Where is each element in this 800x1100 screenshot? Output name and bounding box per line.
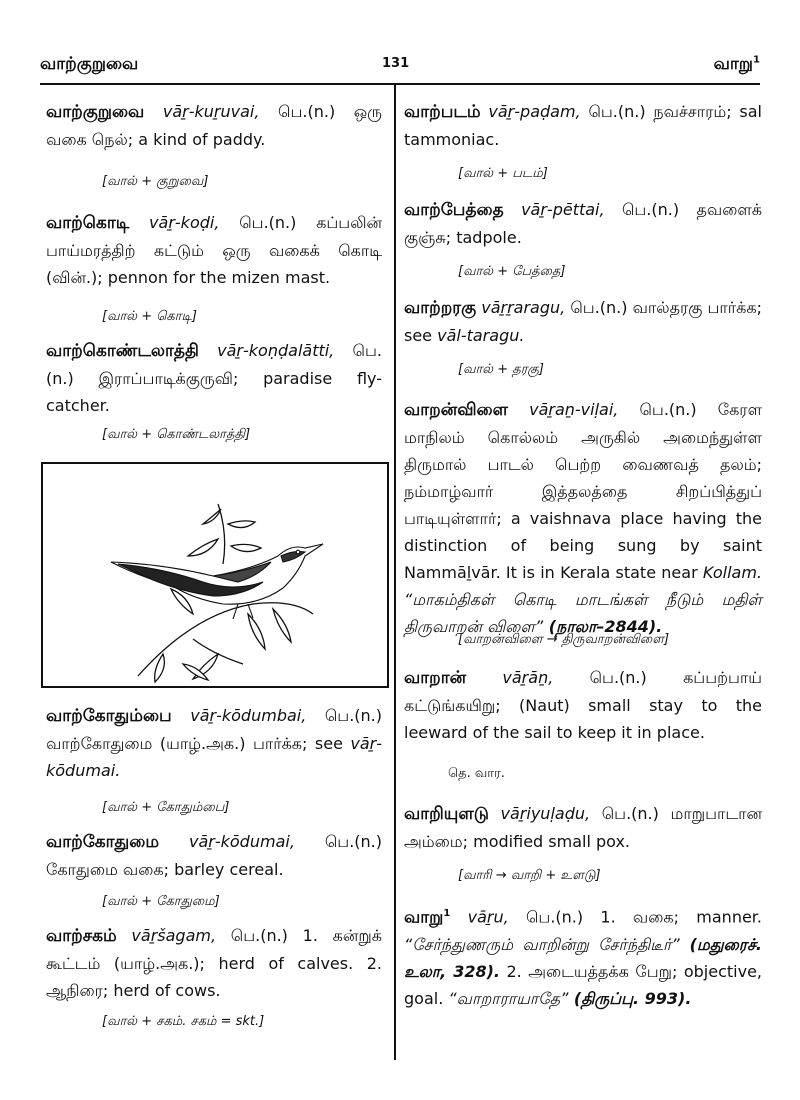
- headword: வாற்சகம்: [46, 926, 117, 946]
- transliteration: vāṟ-kōdumai,: [189, 832, 295, 851]
- entry: [46, 209, 382, 293]
- headword: வாறான்: [404, 668, 467, 688]
- transliteration: vāṟu,: [467, 907, 509, 927]
- headword: வாறன்விளை: [404, 400, 508, 420]
- etymology: [வால் + சகம். சகம் = skt.]: [102, 1014, 265, 1029]
- transliteration: vāṟ-koḍi,: [149, 213, 220, 232]
- entry: [404, 664, 762, 748]
- etymology: தெ. வார.: [448, 766, 505, 781]
- definition: பெ.(n.) தவளைக் குஞ்சு; tadpole.: [404, 200, 763, 247]
- paradise-flycatcher-drawing: [43, 464, 387, 686]
- definition: பெ.(n.) இராப்பாடிக்குருவி; paradise fly-catcher.: [46, 341, 382, 415]
- entry: [46, 922, 382, 1006]
- transliteration: vāṟṟaragu,: [481, 298, 566, 317]
- definition: பெ.(n.) கோதுமை வகை; barley cereal.: [46, 832, 382, 879]
- etymology: [வால் + கோதுமை]: [102, 894, 220, 909]
- header-left-guideword: வாற்குறுவை: [40, 54, 139, 74]
- entry: [46, 98, 382, 149]
- cross-reference: vāṟ-kōdumai.: [46, 734, 382, 780]
- definition: பெ.(n.) ஒரு வகை நெல்; a kind of paddy.: [46, 102, 382, 149]
- transliteration: vāṟ-kuṟuvai,: [162, 102, 260, 121]
- header-right-guideword: [714, 54, 760, 76]
- transliteration: vāṟšagam,: [131, 926, 217, 945]
- definition: பெ.(n.) கப்பற்பாய் கட்டுங்கயிறு; (Naut) small stay to the leeward of the sail to keep it in place.: [404, 668, 762, 742]
- etymology: [வால் + தரகு]: [458, 362, 544, 377]
- transliteration: vāṟaṉ-viḷai,: [529, 400, 619, 419]
- definition: பெ.(n.) 1. வகை; manner.: [508, 907, 762, 927]
- left-column: [46, 98, 382, 453]
- definition: பெ.(n.) 1. கன்றுக் கூட்டம் (யாழ்.அக.); herd of calves. 2. ஆநிரை; herd of cows.: [46, 926, 382, 1000]
- transliteration: vāṟ-kōdumbai,: [190, 706, 307, 725]
- headword: வாற்றரகு: [404, 298, 477, 318]
- etymology: [வால் + கோதும்பை]: [102, 800, 230, 815]
- entry: [46, 702, 382, 786]
- entry: [46, 828, 382, 884]
- headword: வாற்கொண்டலாத்தி: [46, 341, 199, 361]
- headword: வாற்கோதும்பை: [46, 706, 172, 726]
- definition: பெ.(n.) வால்தரகு பார்க்க; see: [404, 298, 762, 345]
- entry: [404, 196, 762, 252]
- place-name: Kollam.: [702, 563, 762, 582]
- definition: பெ.(n.) வாற்கோதுமை (யாழ்.அக.) பார்க்க; see: [46, 706, 382, 753]
- header-right-sup: 1: [753, 54, 760, 66]
- cross-reference: vāl-taragu.: [437, 326, 525, 345]
- definition-cont: It is in Kerala state near: [500, 563, 703, 582]
- headword: வாற்குறுவை: [46, 102, 145, 122]
- entry: [404, 396, 763, 636]
- etymology: [வாரி → வாறி + உளடு]: [458, 868, 601, 883]
- page-number: 131: [382, 56, 410, 71]
- homonym-number: 1: [443, 908, 451, 919]
- headword: வாற்படம்: [404, 102, 481, 122]
- header-right-word: வாறு: [713, 54, 754, 74]
- etymology: [வால் + படம்]: [458, 166, 548, 181]
- entry: [404, 98, 762, 154]
- transliteration: vāṟ-koṇḍalātti,: [217, 341, 335, 360]
- quotation: “வாறாராயாதே”: [443, 989, 569, 1009]
- citation: (நாலா–2844).: [543, 617, 663, 636]
- headword: வாற்கொடி: [46, 213, 130, 233]
- transliteration: vāṟiyuḷaḍu,: [500, 804, 591, 823]
- definition-cont: 2. அடையத்தக்க பேறு; objective, goal.: [404, 962, 762, 1009]
- header-rule: [40, 83, 760, 85]
- headword: வாறியுளடு: [404, 804, 489, 824]
- citation: (மதுரைச். உலா, 328).: [404, 935, 763, 982]
- definition: பெ.(n.) கேரள மாநிலம் கொல்லம் அருகில் அமைந்துள்ள திருமால் பாடல் பெற்ற வைணவத் தலம்; நம்மாழ்வார் இத்தலத்தை சிறப்பித்துப் பாடியுள்ளார்; a vaishnava place having the distinction of being sung by saint: [404, 400, 763, 555]
- transliteration: vāṟ-pēttai,: [521, 200, 605, 219]
- etymology: [வாறன்விளை → திருவாறன்விளை]: [458, 632, 670, 647]
- definition: பெ.(n.) கப்பலின் பாய்மரத்திற் கட்டும் ஒரு வகைக் கொடி (வின்.); pennon for the mizen mast.: [46, 213, 383, 287]
- right-column: [404, 98, 762, 1012]
- headword: வாற்பேத்தை: [404, 200, 504, 220]
- transliteration: vāṟāṉ,: [502, 668, 554, 687]
- etymology: [வால் + பேத்தை]: [458, 264, 566, 279]
- page-header: [40, 52, 760, 82]
- quotation: “சேர்ந்துணரும் வாறின்று சேர்ந்திடீர்”: [404, 935, 680, 955]
- etymology: [வால் + கொடி]: [102, 309, 197, 324]
- definition: பெ.(n.) நவச்சாரம்; sal tammoniac.: [404, 102, 762, 149]
- poet-name: Nammāḻvār.: [404, 563, 501, 582]
- entry: [46, 337, 382, 421]
- etymology: [வால் + கொண்டலாத்தி]: [102, 427, 251, 442]
- entry: [404, 294, 762, 350]
- citation: (திருப்பு. 993).: [568, 989, 692, 1009]
- headword: வாற்கோதுமை: [46, 832, 160, 852]
- entry: [404, 800, 762, 856]
- transliteration: vāṟ-paḍam,: [488, 102, 581, 121]
- bird-illustration: [41, 462, 389, 688]
- definition: பெ.(n.) மாறுபாடான அம்மை; modified small pox.: [404, 804, 763, 851]
- column-divider: [394, 85, 396, 1060]
- entry: [404, 900, 762, 1012]
- left-column-lower: [46, 702, 382, 1038]
- headword: வாறு: [404, 907, 444, 928]
- etymology: [வால் + குறுவை]: [102, 174, 209, 189]
- quotation: “மாகம்திகள் கொடி மாடங்கள் நீடும் மதிள் திருவாறன் விளை”: [404, 590, 762, 636]
